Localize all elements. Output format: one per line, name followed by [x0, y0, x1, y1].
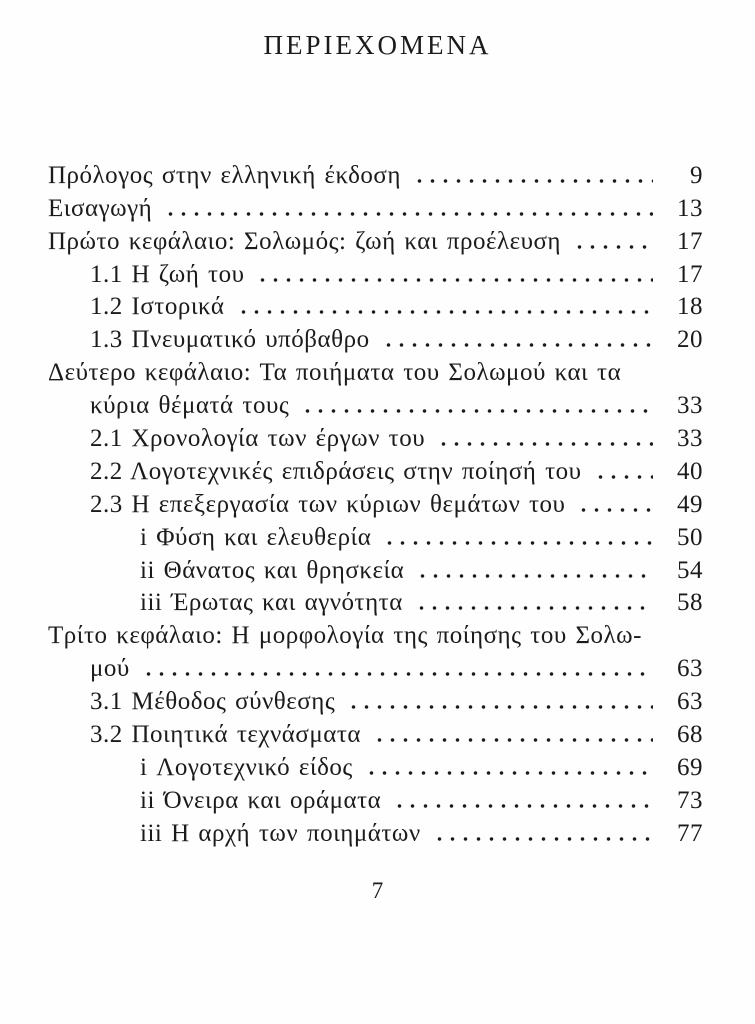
toc-entry-text: 1.3 Πνευματικό υπόβαθρο [90, 326, 370, 354]
toc-entry-text: i Φύση και ελευθερία [140, 523, 372, 551]
toc-entry [48, 815, 703, 848]
dot-leader [437, 442, 653, 446]
toc-page-number: 33 [677, 392, 703, 420]
toc-entry-text: κύρια θέματά τους [90, 392, 290, 420]
dot-leader [347, 705, 653, 709]
toc-page-number: 17 [677, 227, 703, 255]
dot-leader [577, 508, 653, 512]
toc-entry [48, 650, 703, 683]
toc-entry-text: Πρώτο κεφάλαιο: Σολωμός: ζωή και προέλευση [48, 227, 561, 255]
toc-page-number: 33 [677, 425, 703, 453]
dot-leader [256, 278, 653, 282]
toc-page-number: 18 [677, 293, 703, 321]
dot-leader [365, 771, 653, 775]
toc-entry [48, 256, 703, 289]
toc-entry-text: iii Η αρχή των ποιημάτων [140, 819, 421, 847]
toc-page-number: 69 [677, 753, 703, 781]
dot-leader [433, 837, 653, 841]
toc-page-number: 13 [677, 194, 703, 222]
toc-entry [48, 420, 703, 453]
toc-page-number: 50 [677, 523, 703, 551]
toc-entry [48, 585, 703, 618]
toc-entry [48, 387, 703, 420]
dot-leader [413, 179, 653, 183]
toc-page-number: 54 [677, 556, 703, 584]
dot-leader [373, 738, 653, 742]
toc [48, 157, 703, 848]
toc-page-number: 73 [677, 786, 703, 814]
toc-entry-text: 2.3 Η επεξεργασία των κύριων θεμάτων του [90, 490, 566, 518]
toc-entry-text: 2.2 Λογοτεχνικές επιδράσεις στην ποίησή του [90, 457, 582, 485]
toc-page-number: 63 [677, 688, 703, 716]
toc-entry-text: 3.1 Μέθοδος σύνθεσης [90, 688, 336, 716]
toc-page-number: 49 [677, 490, 703, 518]
toc-entry [48, 716, 703, 749]
toc-entry [48, 190, 703, 223]
toc-entry-text: iii Έρωτας και αγνότητα [140, 589, 403, 617]
toc-entry-text: ii Θάνατος και θρησκεία [140, 556, 405, 584]
toc-page-number: 68 [677, 721, 703, 749]
dot-leader [393, 804, 653, 808]
toc-entry-text: 1.2 Ιστορικά [90, 293, 225, 321]
toc-entry [48, 453, 703, 486]
toc-page-number: 40 [677, 457, 703, 485]
toc-page-number: 63 [677, 655, 703, 683]
dot-leader [164, 212, 653, 216]
toc-entry-text: 2.1 Χρονολογία των έργων του [90, 425, 426, 453]
dot-leader [142, 672, 653, 676]
toc-entry-text: 1.1 Η ζωή του [90, 260, 245, 288]
toc-entry [48, 486, 703, 519]
footer-page-number: 7 [371, 878, 384, 903]
toc-entry [48, 519, 703, 552]
toc-entry [48, 749, 703, 782]
toc-entry [48, 782, 703, 815]
toc-entry [48, 223, 703, 256]
page-title: ΠΕΡΙΕΧΟΜΕΝΑ [263, 30, 492, 60]
toc-entry [48, 354, 703, 387]
toc-entry-text: Τρίτο κεφάλαιο: Η μορφολογία της ποίησης του Σολω- [48, 622, 642, 650]
toc-entry-text: Εισαγωγή [48, 194, 153, 222]
toc-entry [48, 157, 703, 190]
toc-page-number: 58 [677, 589, 703, 617]
toc-entry [48, 683, 703, 716]
dot-leader [573, 245, 653, 249]
toc-page-number: 9 [690, 161, 703, 189]
toc-entry [48, 552, 703, 585]
dot-leader [416, 574, 653, 578]
toc-entry-text: i Λογοτεχνικό είδος [140, 753, 353, 781]
toc-entry [48, 321, 703, 354]
toc-entry-text: Δεύτερο κεφάλαιο: Τα ποιήματα του Σολωμού και τα [48, 359, 622, 387]
toc-page-number: 20 [677, 326, 703, 354]
toc-page-number: 17 [677, 260, 703, 288]
dot-leader [383, 541, 653, 545]
dot-leader [382, 343, 653, 347]
toc-entry [48, 617, 703, 650]
toc-entry-text: ii Όνειρα και οράματα [140, 786, 382, 814]
toc-entry-text: μού [90, 655, 130, 683]
toc-page-number: 77 [677, 819, 703, 847]
dot-leader [301, 409, 653, 413]
toc-entry-text: 3.2 Ποιητικά τεχνάσματα [90, 721, 362, 749]
dot-leader [594, 475, 653, 479]
toc-entry-text: Πρόλογος στην ελληνική έκδοση [48, 161, 401, 189]
dot-leader [237, 310, 653, 314]
toc-entry [48, 289, 703, 322]
dot-leader [415, 606, 653, 610]
